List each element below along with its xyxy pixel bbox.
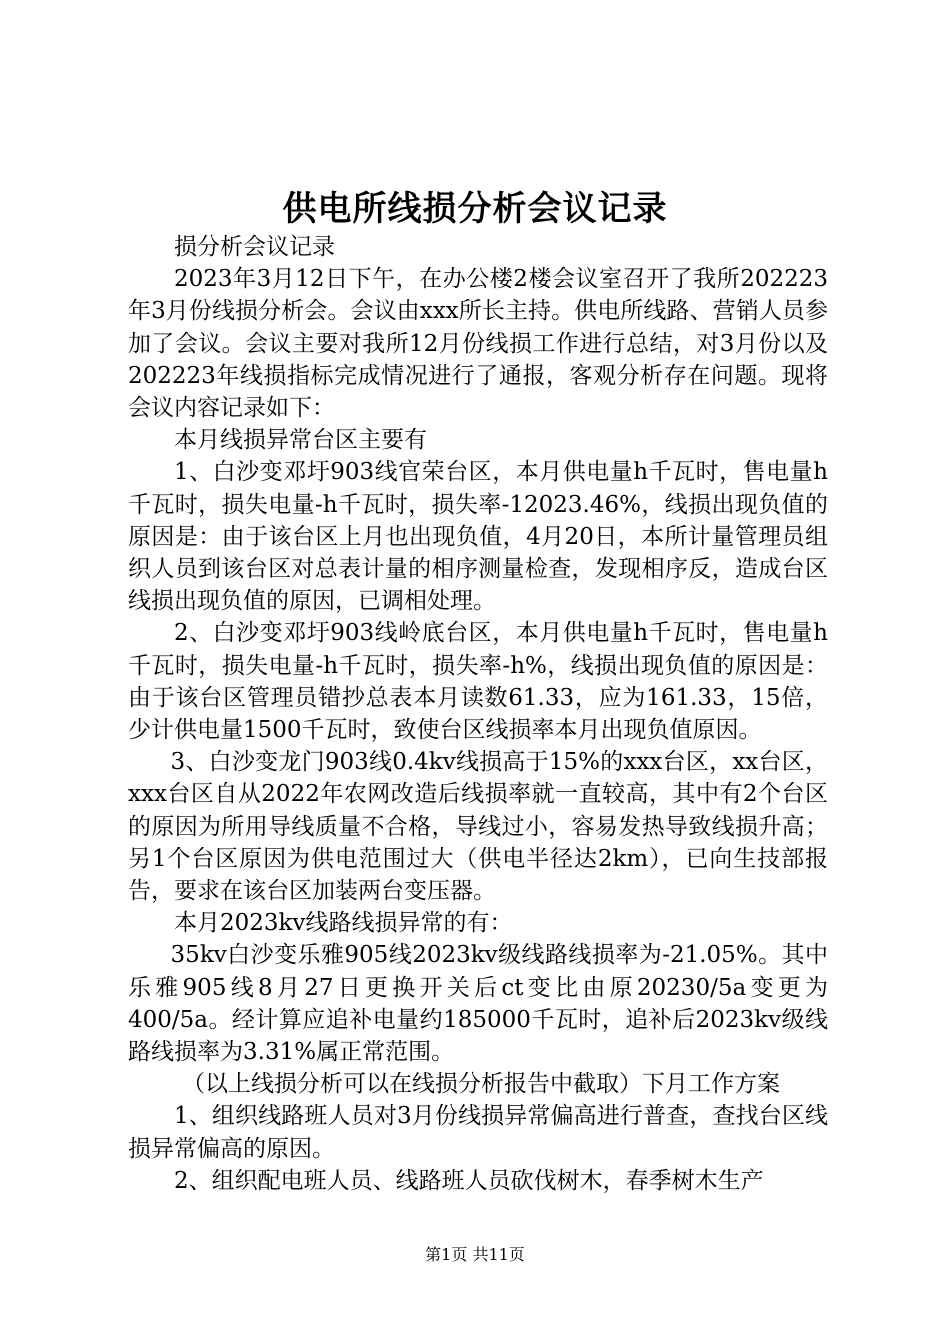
paragraph-line-heading: 本月2023kv线路线损异常的有： bbox=[174, 910, 513, 937]
paragraph-intro: 2023年3月12日下午，在办公楼2楼会议室召开了我所202223年3月份线损分析会。会议由xxx所长主持。供电所线路、营销人员参加了会议。会议主要对我所12月份线损工作进行总结，对3月份以及202223年线损指标完成情况进行了通报，客观分析存在问题。现将会议内容记录如下： bbox=[128, 266, 828, 422]
paragraph-item-2: 2、白沙变邓圩903线岭底台区，本月供电量h千瓦时，售电量h千瓦时，损失电量-h千瓦时，损失率-h%，线损出现负值的原因是：由于该台区管理员错抄总表本月读数61.33，应为161.33，15倍，少计供电量1500千瓦时，致使台区线损率本月出现负值原因。 bbox=[128, 620, 828, 744]
document-body bbox=[128, 231, 828, 1197]
paragraph-abnormal-heading: 本月线损异常台区主要有 bbox=[174, 427, 427, 454]
paragraph-item-1: 1、白沙变邓圩903线官荣台区，本月供电量h千瓦时，售电量h千瓦时，损失电量-h千瓦时，损失率-12023.46%，线损出现负值的原因是：由于该台区上月也出现负值，4月20日，本所计量管理员组织人员到该台区对总表计量的相序测量检查，发现相序反，造成台区线损出现负值的原因，已调相处理。 bbox=[128, 459, 828, 615]
paragraph-plan-1: 1、组织线路班人员对3月份线损异常偏高进行普查，查找台区线损异常偏高的原因。 bbox=[128, 1103, 828, 1162]
page-number-footer: 第1页 共11页 bbox=[425, 1245, 525, 1264]
paragraph-item-3: 3、白沙变龙门903线0.4kv线损高于15%的xxx台区，xx台区，xxx台区自从2022年农网改造后线损率就一直较高，其中有2个台区的原因为所用导线质量不合格，导线过小，容易发热导致线损升高；另1个台区原因为供电范围过大（供电半径达2km），已向生技部报告，要求在该台区加装两台变压器。 bbox=[128, 749, 828, 905]
paragraph-subtitle: 损分析会议记录 bbox=[174, 234, 335, 260]
paragraph-plan-2: 2、组织配电班人员、线路班人员砍伐树木，春季树木生产 bbox=[174, 1167, 764, 1194]
paragraph-next-plan-heading: （以上线损分析可以在线损分析报告中截取）下月工作方案 bbox=[182, 1071, 781, 1098]
paragraph-line-detail: 35kv白沙变乐雅905线2023kv级线路线损率为-21.05%。其中乐雅905线8月27日更换开关后ct变比由原20230/5a变更为400/5a。经计算应追补电量约185000千瓦时，追补后2023kv级线路线损率为3.31%属正常范围。 bbox=[128, 942, 828, 1066]
document-title: 供电所线损分析会议记录 bbox=[282, 189, 668, 229]
